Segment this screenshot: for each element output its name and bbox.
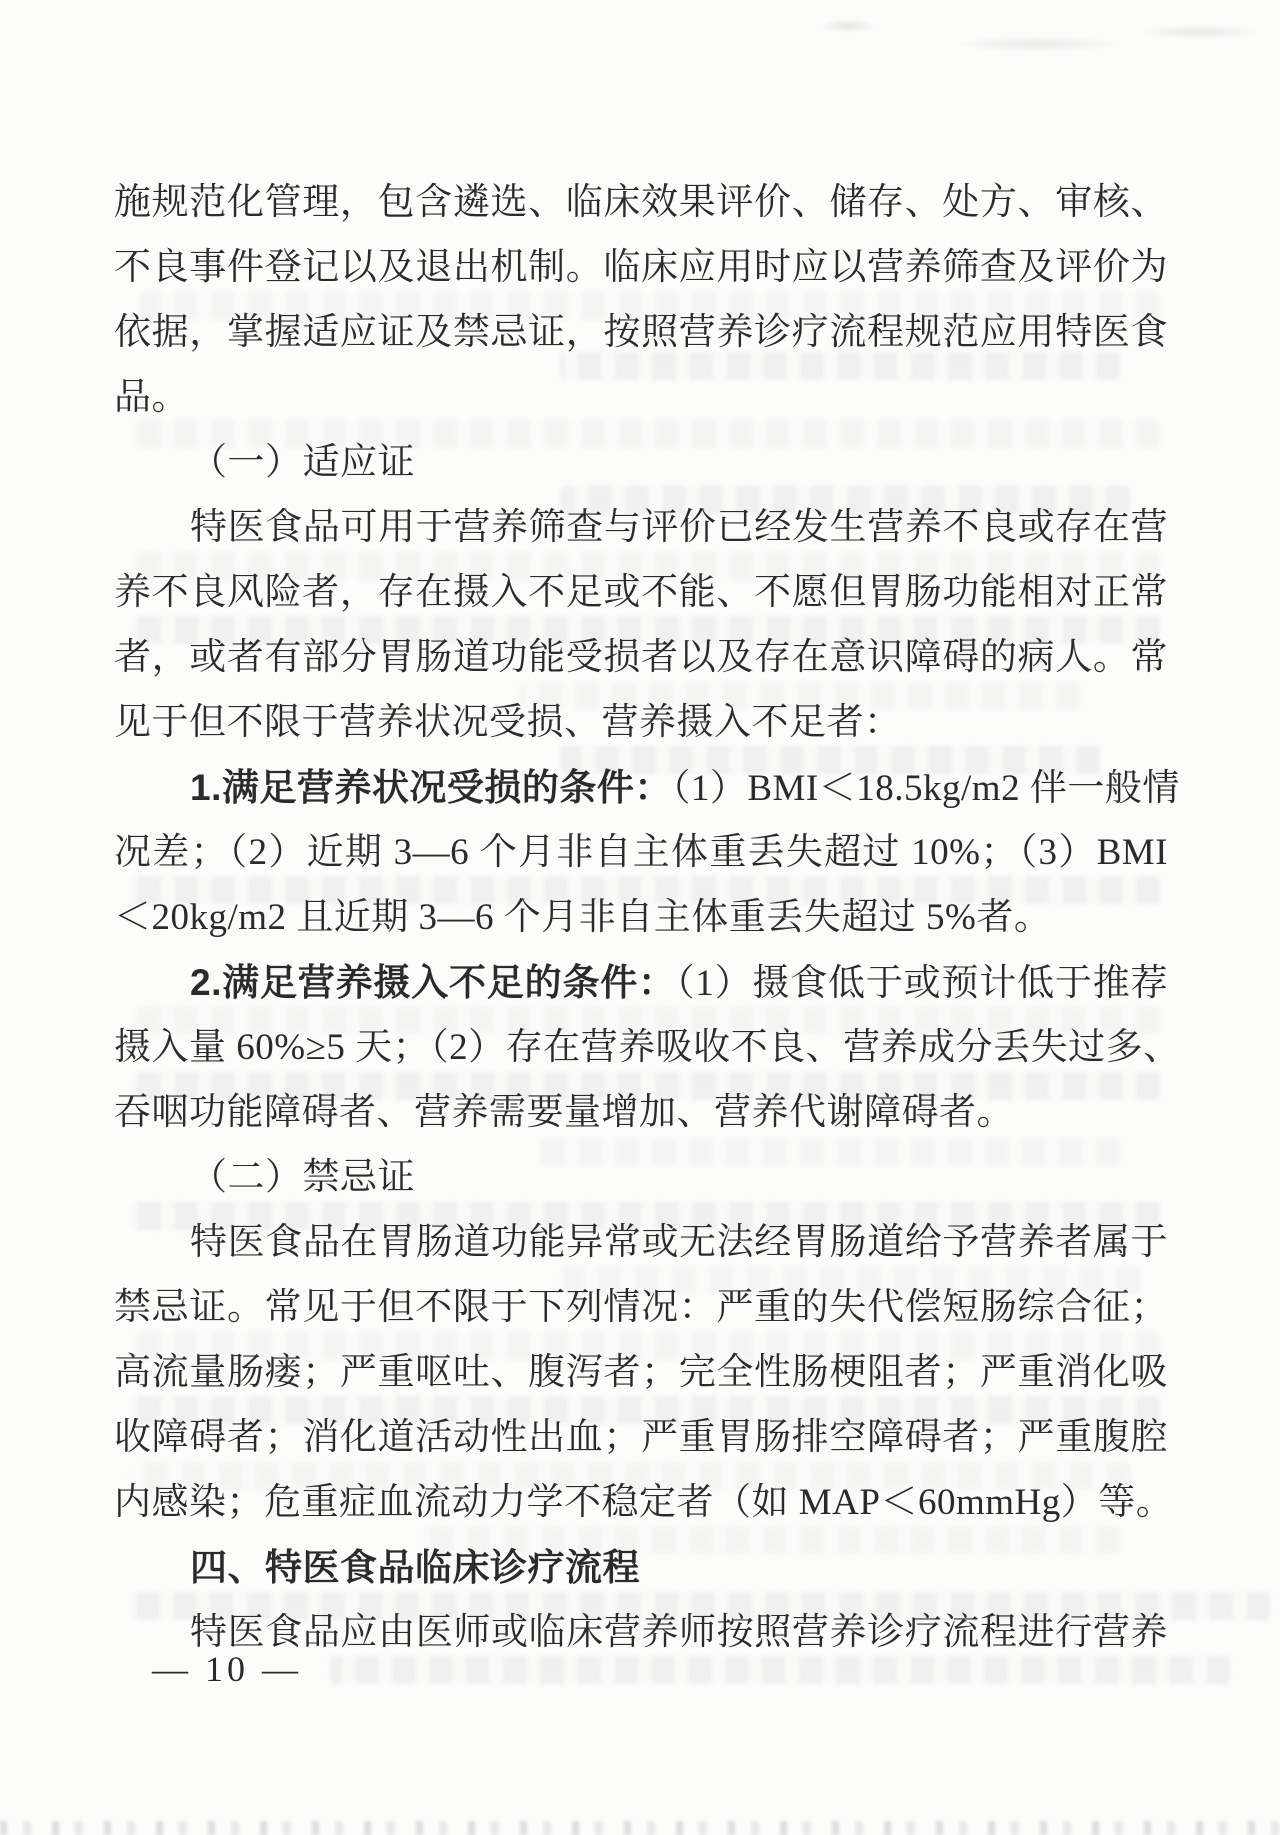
text-line: ＜20kg/m2 且近期 3—6 个月非自主体重丢失超过 5%者。 — [114, 897, 1052, 938]
list-item-1-label: 1.满足营养状况受损的条件： — [190, 767, 672, 808]
page-number: — 10 — — [152, 1649, 302, 1689]
text-line: 内感染；危重症血流动力学不稳定者（如 MAP＜60mmHg）等。 — [114, 1482, 1174, 1523]
text-line: 者，或者有部分胃肠道功能受损者以及存在意识障碍的病人。常 — [114, 637, 1168, 678]
page-footer — [152, 1648, 302, 1690]
text-line: 况差；（2）近期 3—6 个月非自主体重丢失超过 10%；（3）BMI — [114, 832, 1168, 873]
text-line — [114, 950, 1168, 1015]
text-line: 收障碍者；消化道活动性出血；严重胃肠排空障碍者；严重腹腔 — [114, 1417, 1168, 1458]
text-line: 不良事件登记以及退出机制。临床应用时应以营养筛查及评价为 — [114, 247, 1168, 288]
text-line: 施规范化管理，包含遴选、临床效果评价、储存、处方、审核、 — [114, 182, 1168, 223]
text-line: 特医食品应由医师或临床营养师按照营养诊疗流程进行营养 — [190, 1612, 1168, 1653]
text-line: 依据，掌握适应证及禁忌证，按照营养诊疗流程规范应用特医食 — [114, 312, 1168, 353]
text-line: 禁忌证。常见于但不限于下列情况：严重的失代偿短肠综合征； — [114, 1287, 1168, 1328]
section-heading-shiyingzheng: （一）适应证 — [190, 442, 415, 483]
text-run: （1）摄食低于或预计低于推荐 — [675, 963, 1169, 1004]
section-heading-jinjizheng: （二）禁忌证 — [190, 1157, 415, 1198]
text-line: 特医食品在胃肠道功能异常或无法经胃肠道给予营养者属于 — [190, 1222, 1168, 1263]
document-body — [114, 170, 1181, 1665]
text-run: （1）BMI＜18.5kg/m2 伴一般情 — [671, 768, 1180, 809]
text-line: 养不良风险者，存在摄入不足或不能、不愿但胃肠功能相对正常 — [114, 572, 1168, 613]
text-line — [114, 755, 1180, 820]
text-line: 高流量肠瘘；严重呕吐、腹泻者；完全性肠梗阻者；严重消化吸 — [114, 1352, 1168, 1393]
text-line: 品。 — [114, 377, 189, 418]
text-line: 特医食品可用于营养筛查与评价已经发生营养不良或存在营 — [190, 507, 1168, 548]
text-line: 见于但不限于营养状况受损、营养摄入不足者： — [114, 702, 902, 743]
text-line: 吞咽功能障碍者、营养需要量增加、营养代谢障碍者。 — [114, 1092, 1014, 1133]
list-item-2-label: 2.满足营养摄入不足的条件： — [190, 962, 676, 1003]
text-line: 摄入量 60%≥5 天；（2）存在营养吸收不良、营养成分丢失过多、 — [114, 1027, 1181, 1068]
chapter-heading-linchuang-zhenliao-liucheng: 四、特医食品临床诊疗流程 — [190, 1547, 640, 1588]
